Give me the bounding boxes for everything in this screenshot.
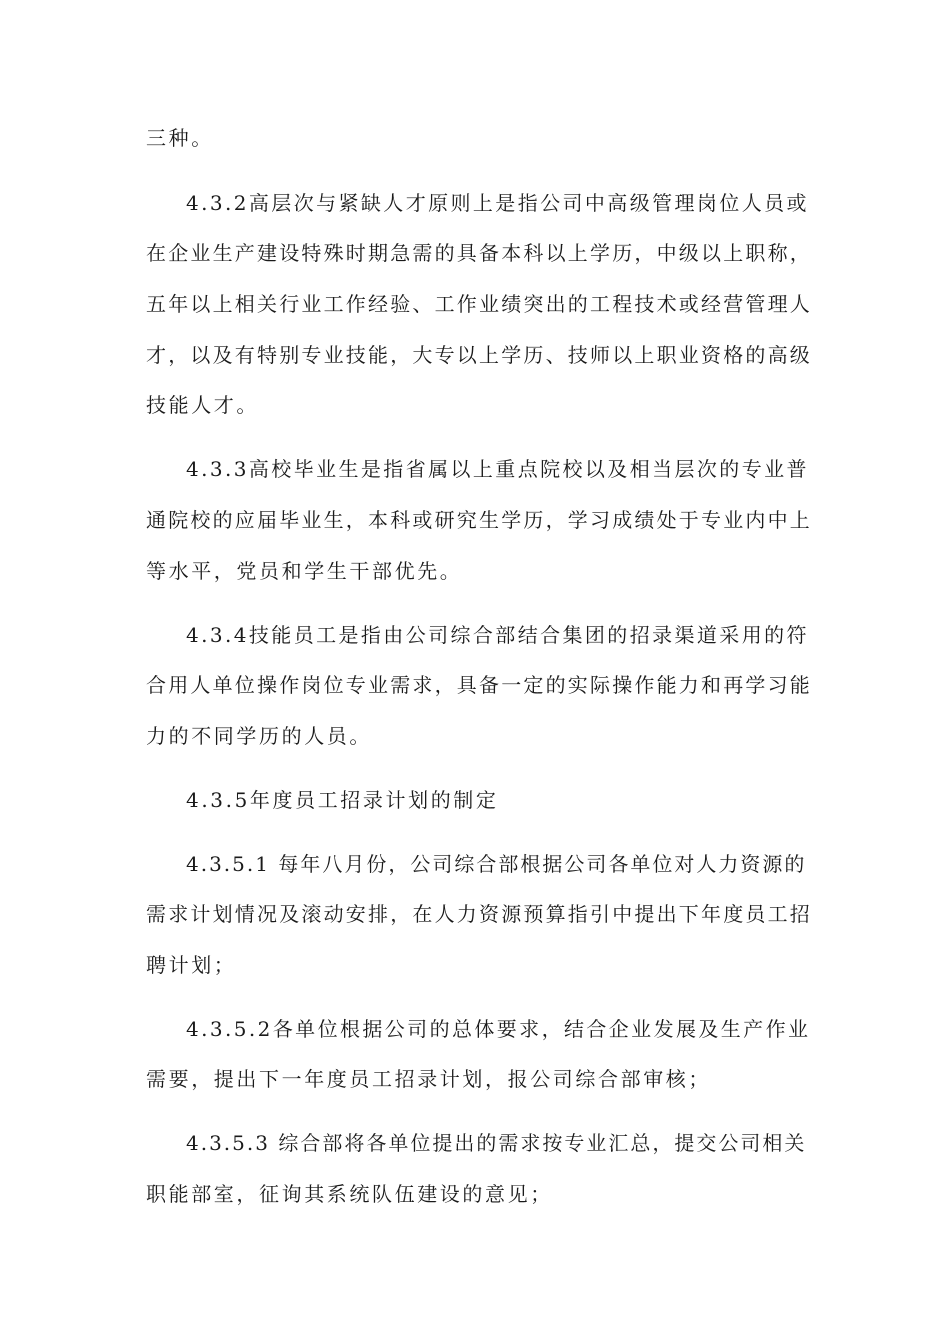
text-line: 通院校的应届毕业生，本科或研究生学历，学习成绩处于专业内中上: [146, 508, 812, 532]
text-line: 才，以及有特别专业技能，大专以上学历、技师以上职业资格的高级: [146, 343, 812, 367]
text-line: 4.3.4技能员工是指由公司综合部结合集团的招录渠道采用的符: [186, 623, 809, 647]
text-line: 4.3.5.1 每年八月份，公司综合部根据公司各单位对人力资源的: [186, 852, 807, 876]
text-line: 在企业生产建设特殊时期急需的具备本科以上学历，中级以上职称，: [146, 241, 812, 265]
section-heading: 4.3.5年度员工招录计划的制定: [186, 788, 499, 812]
text-line: 4.3.5.3 综合部将各单位提出的需求按专业汇总，提交公司相关: [186, 1131, 807, 1155]
text-line: 技能人才。: [146, 393, 259, 417]
text-line: 需求计划情况及滚动安排，在人力资源预算指引中提出下年度员工招: [146, 902, 812, 926]
text-line: 需要，提出下一年度员工招录计划，报公司综合部审核；: [146, 1067, 711, 1091]
text-line: 聘计划；: [146, 953, 237, 977]
text-line: 4.3.2高层次与紧缺人才原则上是指公司中高级管理岗位人员或: [186, 191, 809, 215]
text-line: 4.3.3高校毕业生是指省属以上重点院校以及相当层次的专业普: [186, 457, 809, 481]
text-line: 职能部室，征询其系统队伍建设的意见；: [146, 1182, 553, 1206]
text-line: 合用人单位操作岗位专业需求，具备一定的实际操作能力和再学习能: [146, 673, 812, 697]
text-line: 力的不同学历的人员。: [146, 724, 372, 748]
text-line: 五年以上相关行业工作经验、工作业绩突出的工程技术或经营管理人: [146, 292, 812, 316]
text-line: 4.3.5.2各单位根据公司的总体要求，结合企业发展及生产作业: [186, 1017, 811, 1041]
text-line: 等水平，党员和学生干部优先。: [146, 559, 463, 583]
text-line: 三种。: [146, 126, 214, 150]
